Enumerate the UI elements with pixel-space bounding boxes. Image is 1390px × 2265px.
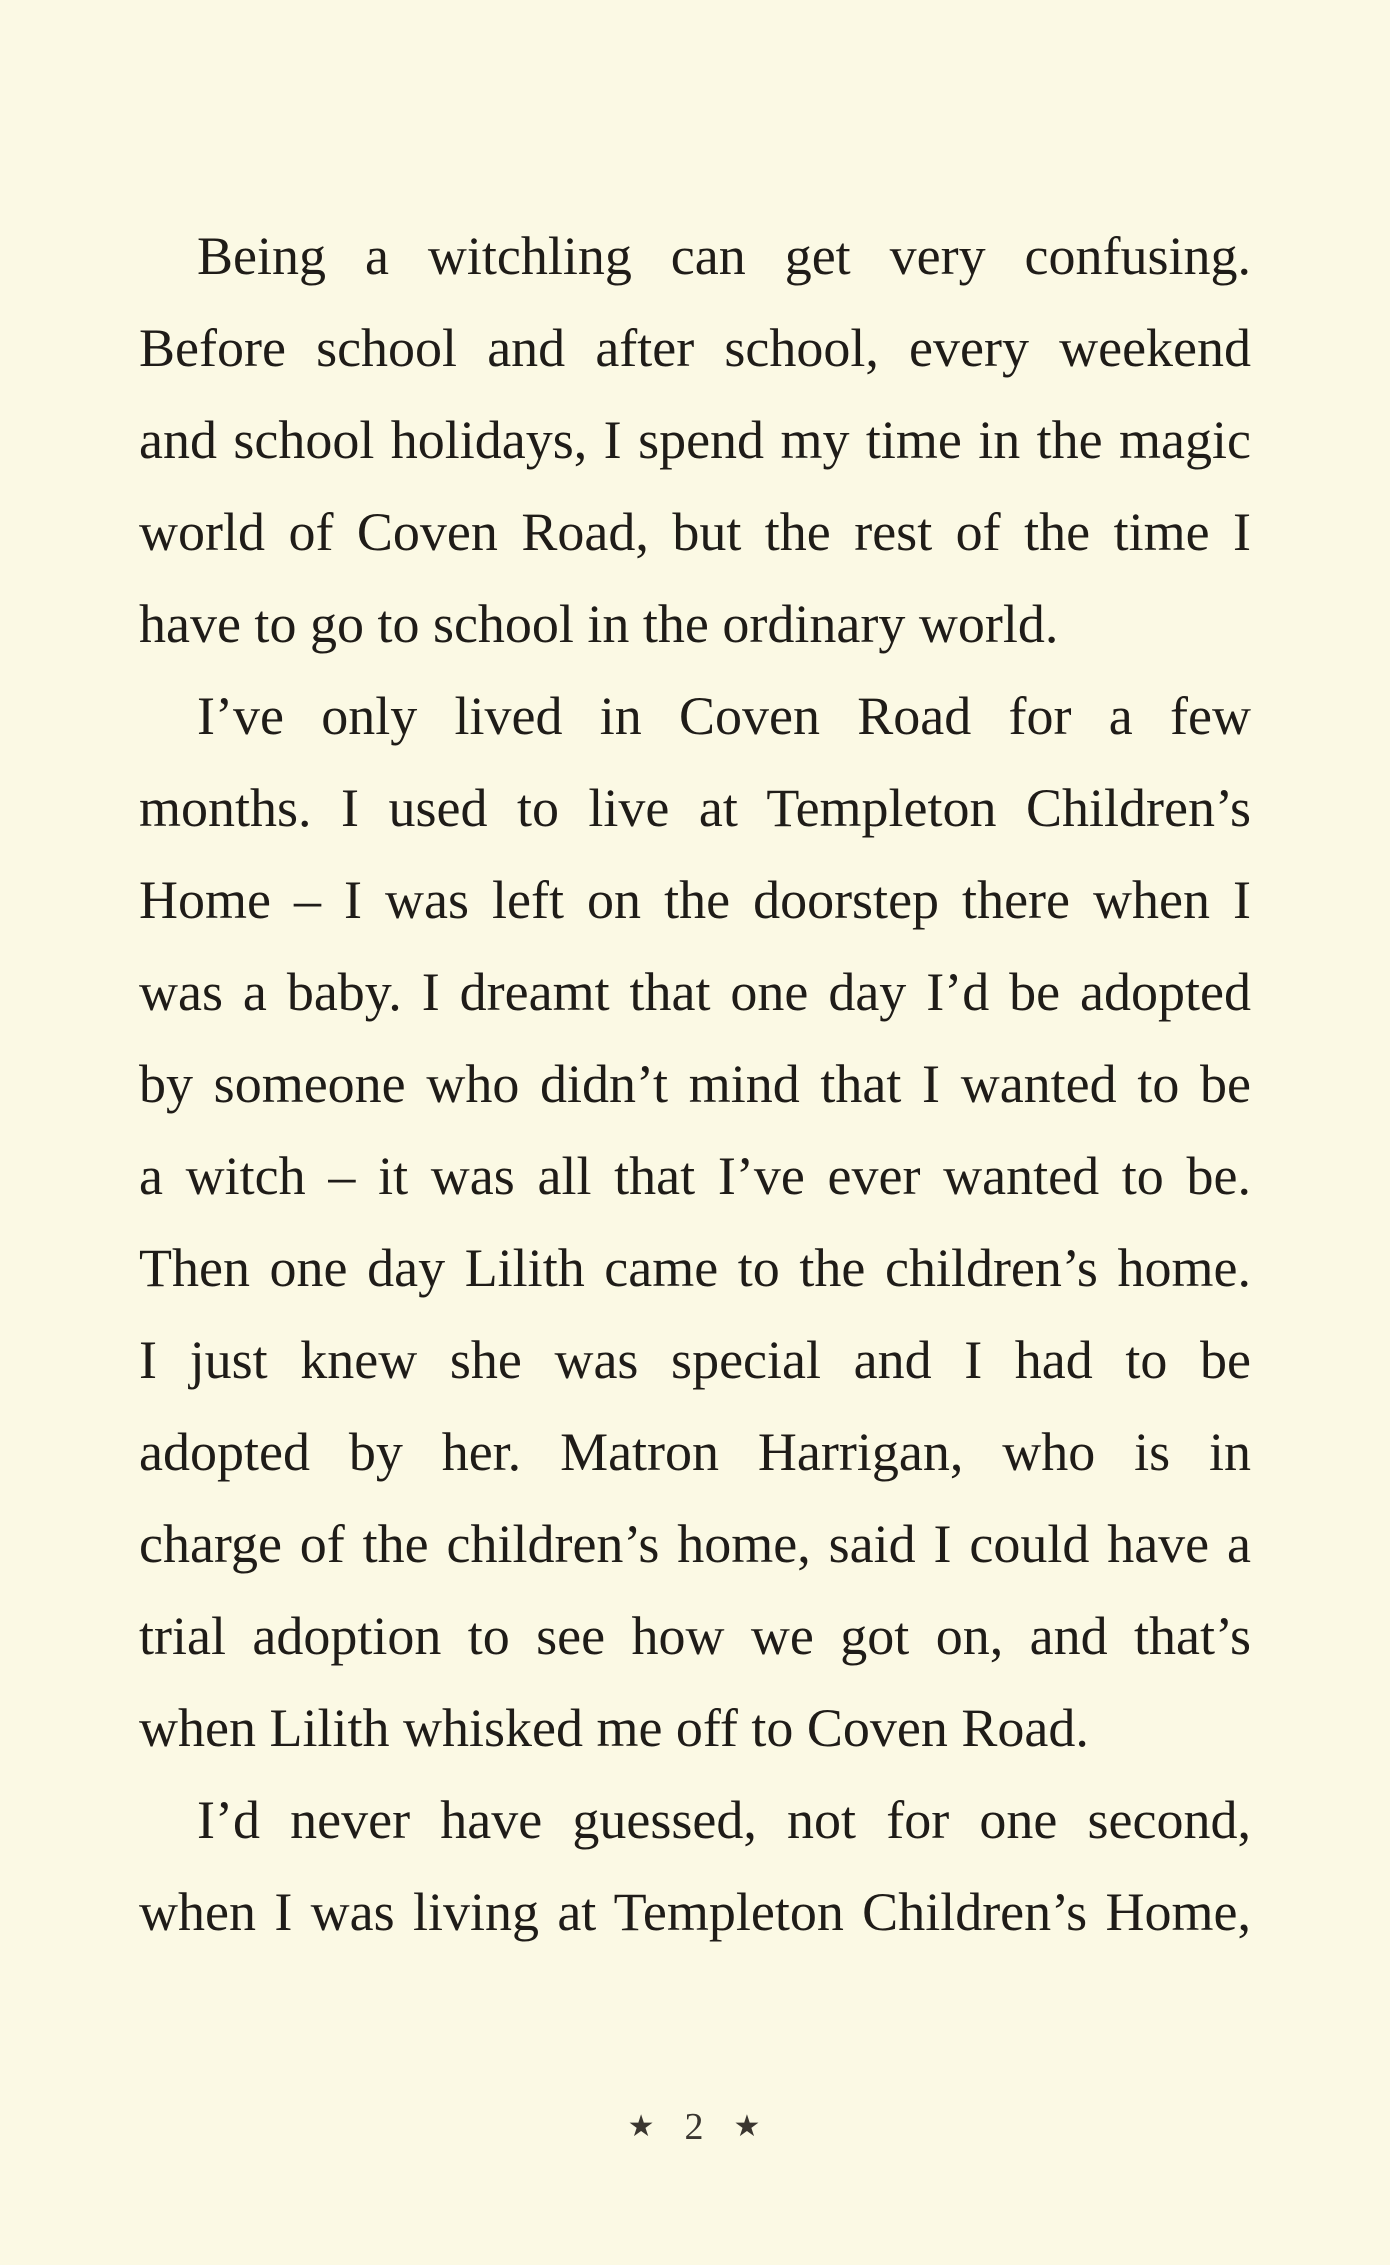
body-text (139, 210, 1251, 1958)
text-line: Before school and after school, every weekend (139, 318, 1251, 378)
text-line: Being a witchling can get very confusing. (197, 226, 1251, 286)
text-line: and school holidays, I spend my time in the magic (139, 410, 1251, 470)
text-line: I’ve only lived in Coven Road for a few (197, 686, 1251, 746)
text-line: when Lilith whisked me off to Coven Road. (139, 1698, 1089, 1758)
text-line: world of Coven Road, but the rest of the time I (139, 502, 1251, 562)
page-folio (0, 2105, 1390, 2149)
text-line: by someone who didn’t mind that I wanted to be (139, 1054, 1251, 1114)
star-icon: ★ (627, 2110, 657, 2143)
text-line: was a baby. I dreamt that one day I’d be adopted (139, 962, 1251, 1022)
text-line: have to go to school in the ordinary world. (139, 594, 1059, 654)
text-line: charge of the children’s home, said I could have a (139, 1514, 1251, 1574)
text-line: trial adoption to see how we got on, and that’s (139, 1606, 1251, 1666)
text-line: months. I used to live at Templeton Children’s (139, 778, 1251, 838)
text-line: I’d never have guessed, not for one second, (197, 1790, 1251, 1850)
text-line: adopted by her. Matron Harrigan, who is in (139, 1422, 1251, 1482)
star-icon: ★ (733, 2110, 763, 2143)
text-line: Home – I was left on the doorstep there when I (139, 870, 1251, 930)
text-line: Then one day Lilith came to the children’s home. (139, 1238, 1251, 1298)
text-line: when I was living at Templeton Children’s Home, (139, 1882, 1251, 1942)
text-line: I just knew she was special and I had to be (139, 1330, 1251, 1390)
text-line: a witch – it was all that I’ve ever wanted to be. (139, 1146, 1251, 1206)
page-number: 2 (684, 2106, 706, 2148)
